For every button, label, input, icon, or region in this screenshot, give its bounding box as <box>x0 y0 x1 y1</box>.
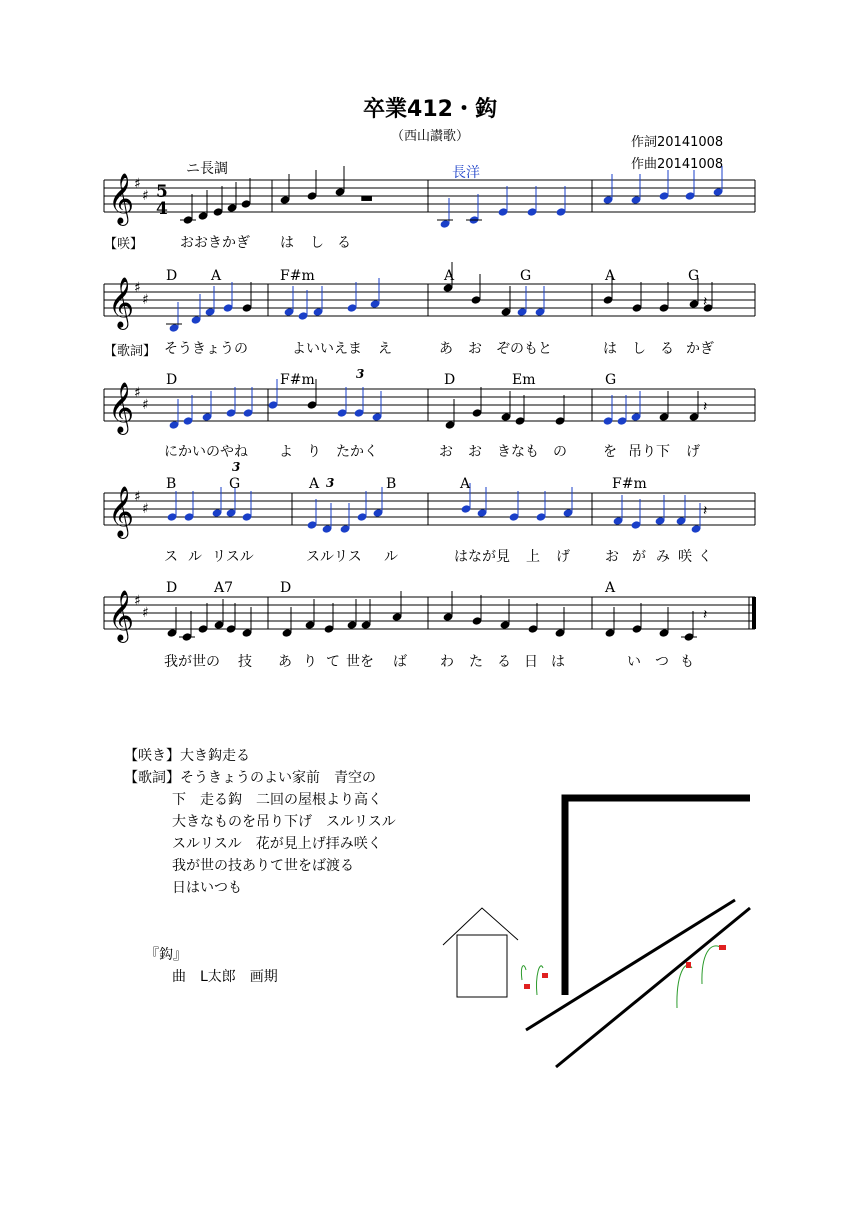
sharp-icon: ♯ <box>134 489 141 505</box>
flower-bud <box>686 962 691 968</box>
lyric: はなが見 <box>454 549 510 565</box>
lyric: は <box>603 341 617 357</box>
flower-stem <box>677 965 692 1008</box>
sharp-icon: ♯ <box>142 188 149 204</box>
lyric: わ <box>440 654 454 670</box>
flower-stem <box>521 966 526 980</box>
lyric: い <box>627 654 641 670</box>
system2-tag: 【歌詞】 <box>104 344 157 359</box>
lyric: ぞのもと <box>496 341 552 357</box>
time-signature-bottom: 4 <box>156 199 168 219</box>
lyric: ま <box>348 341 362 357</box>
flower-bud <box>542 973 548 978</box>
lyricist-credit: 作詞20141008 <box>631 135 724 150</box>
lyric: 咲 <box>678 549 692 565</box>
notes-line: 【歌詞】そうきょうのよい家前 青空の <box>124 770 376 786</box>
lyric: リスル <box>212 549 254 565</box>
notes-line: スルリスル 花が見上げ拝み咲く <box>172 836 382 852</box>
lyric: 技 <box>238 654 252 670</box>
sharp-icon: ♯ <box>142 397 149 413</box>
system1-tag: 【咲】 <box>104 237 144 252</box>
time-signature-top: 5 <box>156 182 168 202</box>
composer-credit: 作曲20141008 <box>631 157 724 172</box>
rail-line <box>526 900 735 1030</box>
lyric: よいいえ <box>292 341 348 357</box>
drawing-title: 『鈎』 <box>145 947 187 963</box>
chord: F#m <box>612 476 647 492</box>
lyric: 日 <box>524 654 538 670</box>
lyric: お <box>468 444 482 460</box>
house-body <box>457 935 507 997</box>
chord: D <box>166 268 178 284</box>
lyric: お <box>468 341 482 357</box>
lyric: スルリス <box>306 549 362 565</box>
chord: F#m <box>280 268 315 284</box>
lyric: が <box>632 549 646 565</box>
lyric: げ <box>686 444 700 460</box>
lyric: あ <box>439 341 453 357</box>
chord: F#m <box>280 372 315 388</box>
chord: A7 <box>214 580 234 596</box>
lyric: え <box>378 341 392 357</box>
lyric: く <box>698 549 712 565</box>
lyric: し <box>632 341 646 357</box>
lyric: おおきかぎ <box>180 235 250 251</box>
lyric: 世を <box>346 654 374 670</box>
sharp-icon: ♯ <box>134 385 141 401</box>
lyric: り <box>303 654 317 670</box>
triplet-mark: 3 <box>232 460 241 474</box>
chord: G <box>520 268 532 284</box>
triplet-mark: 3 <box>326 476 335 490</box>
chord: D <box>166 580 178 596</box>
rest-icon: 𝄽 <box>703 399 708 415</box>
lyric: 吊り下 <box>628 444 670 460</box>
tempo-label: 長洋 <box>452 165 480 181</box>
sharp-icon: ♯ <box>134 176 141 192</box>
lyric: し <box>310 235 324 251</box>
sharp-icon: ♯ <box>142 605 149 621</box>
chord: G <box>605 372 617 388</box>
lyric: かぎ <box>686 341 714 357</box>
lyric: る <box>660 341 674 357</box>
lyric: お <box>439 444 453 460</box>
triplet-mark: 3 <box>356 367 365 381</box>
treble-clef-icon: 𝄞 <box>108 486 135 537</box>
hook-illustration <box>430 790 770 1080</box>
notes-line: 大きなものを吊り下げ スルリスル <box>172 814 396 830</box>
lyric: も <box>680 654 694 670</box>
lyric: る <box>497 654 511 670</box>
lyric: 我が世の <box>164 654 220 670</box>
lyric: そうきょうの <box>164 341 248 357</box>
drawing-credit: 曲 L太郎 画期 <box>172 969 278 985</box>
lyric: ル <box>384 549 398 565</box>
rest-icon: 𝄽 <box>703 607 708 623</box>
lyric: たかく <box>336 444 378 460</box>
treble-clef-icon: 𝄞 <box>108 277 135 328</box>
lyric: ば <box>393 654 407 670</box>
song-subtitle: （西山讃歌） <box>390 129 469 144</box>
sharp-icon: ♯ <box>134 593 141 609</box>
lyric: あ <box>278 654 292 670</box>
lyric: は <box>551 654 565 670</box>
treble-clef-icon: 𝄞 <box>108 173 135 224</box>
chord: A <box>309 476 320 492</box>
chord: G <box>229 476 241 492</box>
song-title: 卒業412・鈎 <box>363 97 497 122</box>
notes-line: 下 走る鈎 二回の屋根より高く <box>172 792 382 808</box>
lyric: み <box>656 549 670 565</box>
lyric: よ <box>279 444 293 460</box>
chord: A <box>444 268 455 284</box>
lyric: 上 <box>526 549 540 565</box>
sharp-icon: ♯ <box>134 280 141 296</box>
sharp-icon: ♯ <box>142 292 149 308</box>
notes-line: 【咲き】大き鈎走る <box>124 748 250 764</box>
lyric: て <box>326 654 340 670</box>
rest-icon: ▬ <box>360 190 374 206</box>
lyric: ス <box>164 549 178 565</box>
chord: B <box>166 476 177 492</box>
treble-clef-icon: 𝄞 <box>108 590 135 641</box>
chord: D <box>280 580 292 596</box>
lyric: つ <box>655 654 669 670</box>
flower-bud <box>719 945 726 950</box>
lyric: た <box>469 654 483 670</box>
chord: D <box>444 372 456 388</box>
flower-stem <box>702 946 722 984</box>
rest-icon: 𝄽 <box>703 294 708 310</box>
lyric: きなも <box>497 444 539 460</box>
chord: A <box>605 580 616 596</box>
final-barline-thick <box>752 597 756 629</box>
chord: Em <box>512 372 536 388</box>
lyric: にかいのやね <box>164 444 248 460</box>
chord: D <box>166 372 178 388</box>
chord: A <box>605 268 616 284</box>
lyric: げ <box>556 549 570 565</box>
chord: B <box>386 476 397 492</box>
flower-bud <box>524 984 530 989</box>
flower-stem <box>537 966 543 995</box>
lyric: お <box>605 549 619 565</box>
key-signature-label: ニ長調 <box>186 161 228 177</box>
rest-icon: 𝄽 <box>703 503 708 519</box>
notes-line: 日はいつも <box>172 880 242 896</box>
crane-arm <box>565 798 750 995</box>
treble-clef-icon: 𝄞 <box>108 382 135 433</box>
lyric: ル <box>188 549 202 565</box>
chord: A <box>211 268 222 284</box>
lyric: り <box>307 444 321 460</box>
lyric: は <box>280 235 294 251</box>
rail-line <box>556 908 750 1067</box>
chord: G <box>688 268 700 284</box>
lyric: の <box>553 444 567 460</box>
notes-line: 我が世の技ありて世をば渡る <box>172 858 354 874</box>
chord: A <box>460 476 471 492</box>
lyric: を <box>603 444 617 460</box>
sharp-icon: ♯ <box>142 501 149 517</box>
lyric: る <box>337 235 351 251</box>
